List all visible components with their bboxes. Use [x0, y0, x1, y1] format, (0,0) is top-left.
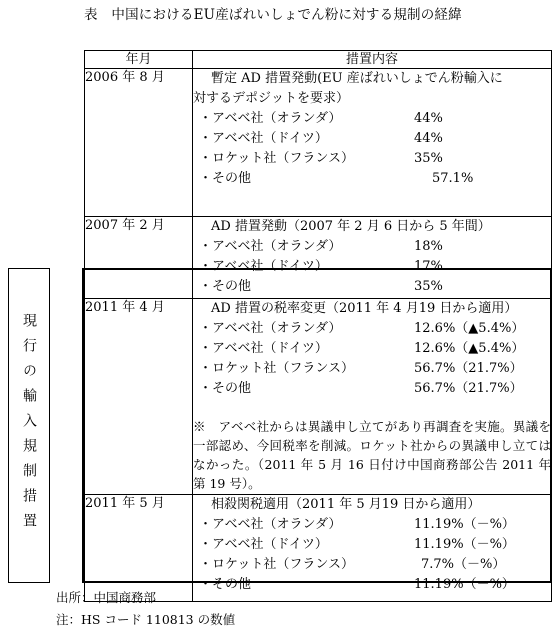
table-row — [85, 217, 552, 299]
company-name: ・ロケット社（フランス） — [199, 557, 354, 572]
rate-item — [193, 237, 551, 257]
row-content — [193, 69, 552, 217]
rate-item — [193, 257, 551, 277]
row-content — [193, 299, 552, 495]
rate-value: 44% — [414, 131, 443, 146]
rate-item — [193, 277, 551, 297]
rate-value: 44% — [414, 111, 443, 126]
rate-item — [193, 169, 551, 189]
rate-value: 12.6%（▲5.4%） — [414, 341, 525, 356]
rate-value: 35% — [414, 151, 443, 166]
table-row — [85, 299, 552, 495]
company-name: ・アベベ社（オランダ） — [199, 321, 342, 336]
regulation-history-table — [84, 50, 552, 602]
rate-item — [193, 149, 551, 169]
row-year: 2007 年 2 月 — [85, 217, 193, 299]
rate-item — [193, 535, 551, 555]
row-year: 2011 年 5 月 — [85, 495, 193, 602]
company-name: ・その他 — [199, 577, 252, 592]
header-year: 年月 — [85, 51, 193, 69]
rate-item — [193, 339, 551, 359]
row-content — [193, 495, 552, 602]
rate-value: 11.19%（－%） — [414, 517, 515, 532]
company-name: ・ロケット社（フランス） — [199, 151, 354, 166]
rate-value: 12.6%（▲5.4%） — [414, 321, 525, 336]
company-name: ・その他 — [199, 279, 252, 294]
company-name: ・その他 — [199, 171, 252, 186]
rate-value: 57.1% — [432, 171, 474, 186]
document-title: 表 中国におけるEU産ばれいしょでん粉に対する規制の経緯 — [84, 7, 462, 23]
header-content: 措置内容 — [193, 51, 552, 69]
company-name: ・アベベ社（オランダ） — [199, 111, 342, 126]
rate-value: 7.7%（－%） — [421, 557, 506, 572]
rate-value: 35% — [414, 279, 443, 294]
current-measures-label: 現行の輸入規制措置 — [21, 313, 37, 538]
measure-headline: AD 措置の税率変更（2011 年 4 月19 日から適用） — [211, 301, 518, 316]
measure-headline: 暫定 AD 措置発動(EU 産ばれいしょでん粉輸入に — [211, 71, 503, 86]
reexamination-note: ※ アベベ社からは異議申し立てがあり再調査を実施。異議を一部認め、今回税率を削減。ロケット社からの異議申し立てはなかった。（2011 年 5 月 16 日付け中国商務部公告 2011 年第 19 号）。 — [193, 419, 551, 491]
rate-item — [193, 379, 551, 399]
rate-value: 11.19%（－%） — [414, 537, 515, 552]
table-row — [85, 495, 552, 602]
measure-headline: AD 措置発動（2007 年 2 月 6 日から 5 年間） — [211, 219, 491, 234]
rate-item — [193, 575, 551, 595]
row-year: 2006 年 8 月 — [85, 69, 193, 217]
company-name: ・アベベ社（ドイツ） — [199, 537, 328, 552]
company-name: ・アベベ社（ドイツ） — [199, 259, 328, 274]
measure-headline-continuation: 対するデポジットを要求） — [193, 91, 350, 106]
rate-value: 56.7%（21.7%） — [414, 381, 523, 396]
rate-value: 17% — [414, 259, 443, 274]
rate-item — [193, 109, 551, 129]
row-year: 2011 年 4 月 — [85, 299, 193, 495]
rate-value: 11.19%（－%） — [414, 577, 515, 592]
rate-item — [193, 515, 551, 535]
current-measures-label-box — [8, 268, 50, 583]
rate-value: 56.7%（21.7%） — [414, 361, 523, 376]
measure-headline: 相殺関税適用（2011 年 5 月19 日から適用） — [211, 497, 481, 512]
company-name: ・アベベ社（ドイツ） — [199, 131, 328, 146]
company-name: ・ロケット社（フランス） — [199, 361, 354, 376]
hs-code-note: 注：HS コード 110813 の数値 — [56, 612, 236, 627]
rate-item — [193, 319, 551, 339]
company-name: ・アベベ社（オランダ） — [199, 517, 342, 532]
company-name: ・アベベ社（ドイツ） — [199, 341, 328, 356]
table-row — [85, 69, 552, 217]
row-content — [193, 217, 552, 299]
company-name: ・アベベ社（オランダ） — [199, 239, 342, 254]
source-note: 出所：中国商務部 — [56, 590, 157, 605]
rate-item — [193, 555, 551, 575]
rate-item — [193, 359, 551, 379]
rate-value: 18% — [414, 239, 443, 254]
table-header-row — [85, 51, 552, 69]
company-name: ・その他 — [199, 381, 252, 396]
rate-item — [193, 129, 551, 149]
